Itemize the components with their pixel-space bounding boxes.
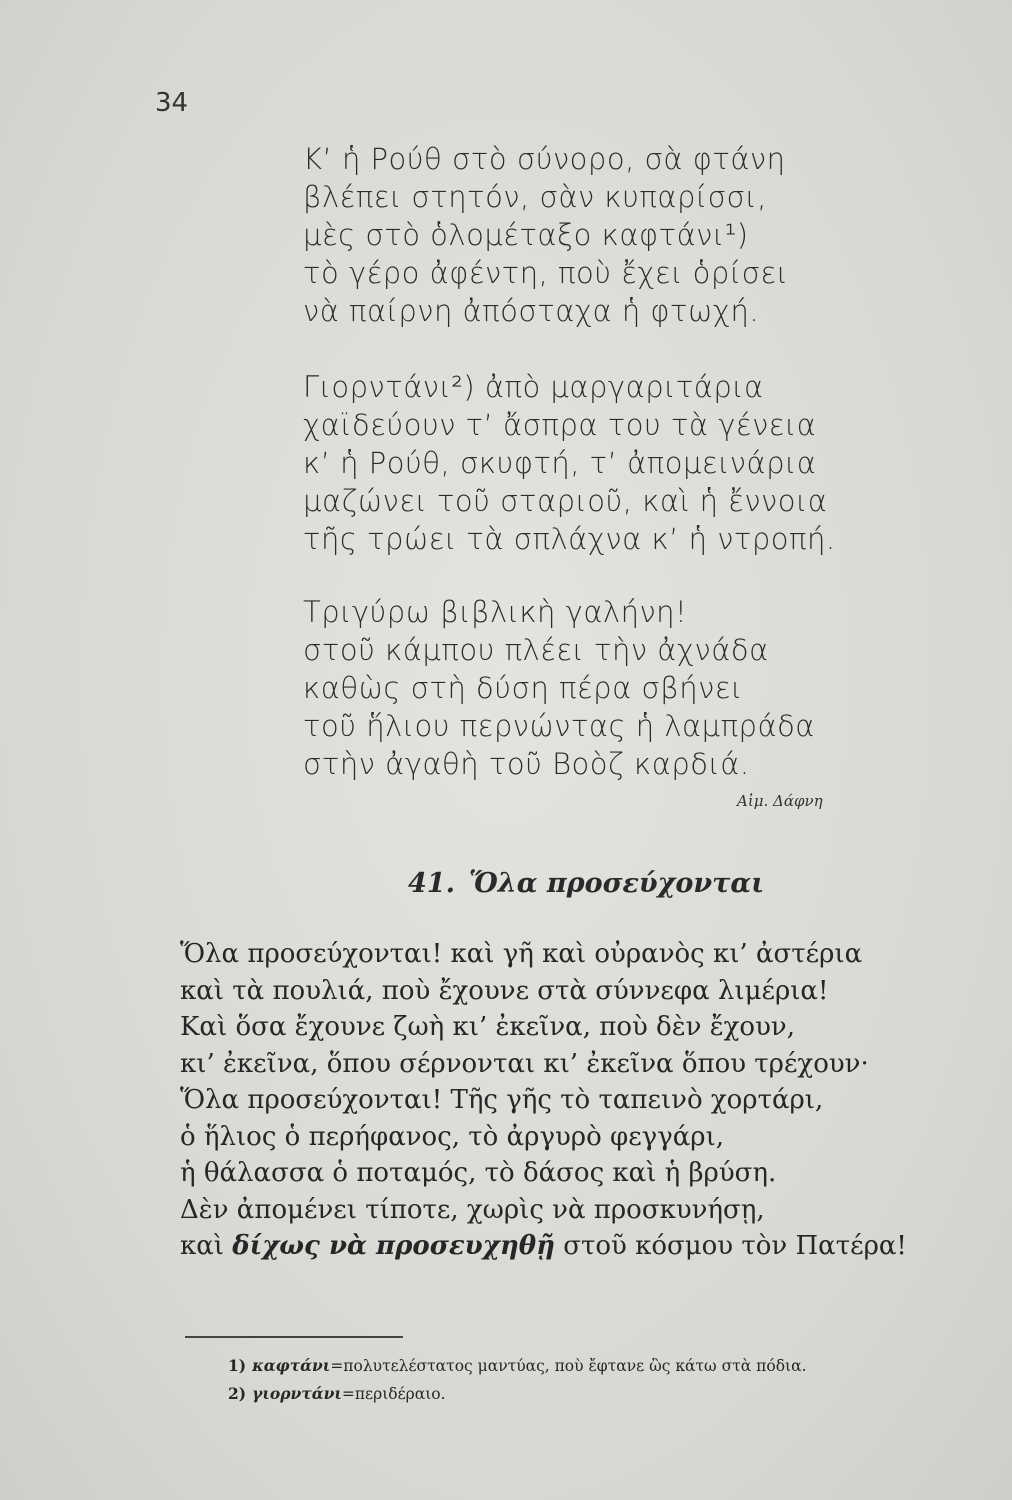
verse-line: τοῦ ἥλιου περνώντας ἡ λαμπράδα (303, 709, 815, 743)
verse-line: Ὅλα προσεύχονται! Τῆς γῆς τὸ ταπεινὸ χορτάρι, (180, 1085, 824, 1115)
poem-number: 41. (408, 868, 455, 899)
author-signature: Αἰμ. Δάφνη (737, 792, 823, 810)
verse-line: Καὶ ὅσα ἔχουνε ζωὴ κι’ ἐκεῖνα, ποὺ δὲν ἔχουν, (180, 1012, 795, 1042)
stanza-1 (303, 140, 788, 330)
verse-line: νὰ παίρνη ἀπόσταχα ἡ φτωχή. (303, 294, 760, 328)
verse-line: τῆς τρώει τὰ σπλάχνα κ’ ἡ ντροπή. (303, 522, 836, 556)
emphasized-phrase: δίχως νὰ προσευχηθῇ (232, 1231, 555, 1261)
footnotes (228, 1352, 807, 1408)
verse-line: καθὼς στὴ δύση πέρα σβήνει (303, 671, 743, 705)
footnote-term: καφτάνι (252, 1356, 331, 1375)
verse-line: ὁ ἥλιος ὁ περήφανος, τὸ ἀργυρὸ φεγγάρι, (180, 1121, 725, 1152)
footnote-marker: 2) (228, 1384, 247, 1403)
footnote-term: γιορντάνι (252, 1384, 342, 1403)
verse-line: Ὅλα προσεύχονται! καὶ γῆ καὶ οὐρανὸς κι’ ἀστέρια (180, 939, 863, 969)
verse-line: ἡ θάλασσα ὁ ποταμός, τὸ δάσος καὶ ἡ βρύση. (180, 1158, 777, 1188)
verse-line-final (180, 1228, 907, 1265)
verse-line: στοῦ κάμπου πλέει τὴν ἀχνάδα (303, 633, 769, 667)
footnote-marker: 1) (228, 1356, 247, 1375)
poem-heading (408, 868, 764, 899)
verse-line: Κ’ ἡ Ρούθ στὸ σύνορο, σὰ φτάνη (303, 142, 786, 176)
stanza-2 (303, 368, 836, 558)
verse-line: τὸ γέρο ἀφέντη, ποὺ ἔχει ὁρίσει (303, 256, 789, 290)
final-line-start: καὶ (180, 1231, 233, 1261)
footnote-2 (228, 1380, 807, 1408)
verse-line: κ’ ἡ Ρούθ, σκυφτή, τ’ ἀπομεινάρια (303, 446, 817, 480)
final-line-end: στοῦ κόσμου τὸν Πατέρα! (554, 1231, 907, 1261)
page-number: 34 (155, 88, 189, 118)
verse-line: μὲς στὸ ὁλομέταξο καφτάνι¹) (303, 218, 749, 252)
poem-title: Ὅλα προσεύχονται (468, 868, 765, 899)
footnote-divider (185, 1336, 403, 1338)
stanza-3 (303, 593, 815, 783)
verse-line: στὴν ἀγαθὴ τοῦ Βοὸζ καρδιά. (303, 747, 750, 781)
verse-line: Γιορντάνι²) ἀπὸ μαργαριτάρια (303, 370, 764, 404)
poem-body (180, 936, 907, 1265)
verse-line: Τριγύρω βιβλικὴ γαλήνη! (303, 595, 688, 629)
verse-line: κι’ ἐκεῖνα, ὅπου σέρνονται κι’ ἐκεῖνα ὅπου τρέχουν· (180, 1048, 869, 1079)
footnote-definition: =περιδέραιο. (341, 1385, 446, 1403)
verse-line: καὶ τὰ πουλιά, ποὺ ἔχουνε στὰ σύννεφα λιμέρια! (180, 975, 829, 1006)
footnote-1 (228, 1352, 807, 1380)
footnote-definition: =πολυτελέστατος μαντύας, ποὺ ἔφτανε ὣς κάτω στὰ πόδια. (330, 1357, 807, 1375)
verse-line: μαζώνει τοῦ σταριοῦ, καὶ ἡ ἔννοια (303, 484, 828, 518)
verse-line: Δὲν ἀπομένει τίποτε, χωρὶς νὰ προσκυνήσῃ, (180, 1194, 765, 1225)
verse-line: χαϊδεύουν τ’ ἄσπρα του τὰ γένεια (303, 408, 817, 442)
verse-line: βλέπει στητόν, σὰν κυπαρίσσι, (303, 180, 767, 214)
